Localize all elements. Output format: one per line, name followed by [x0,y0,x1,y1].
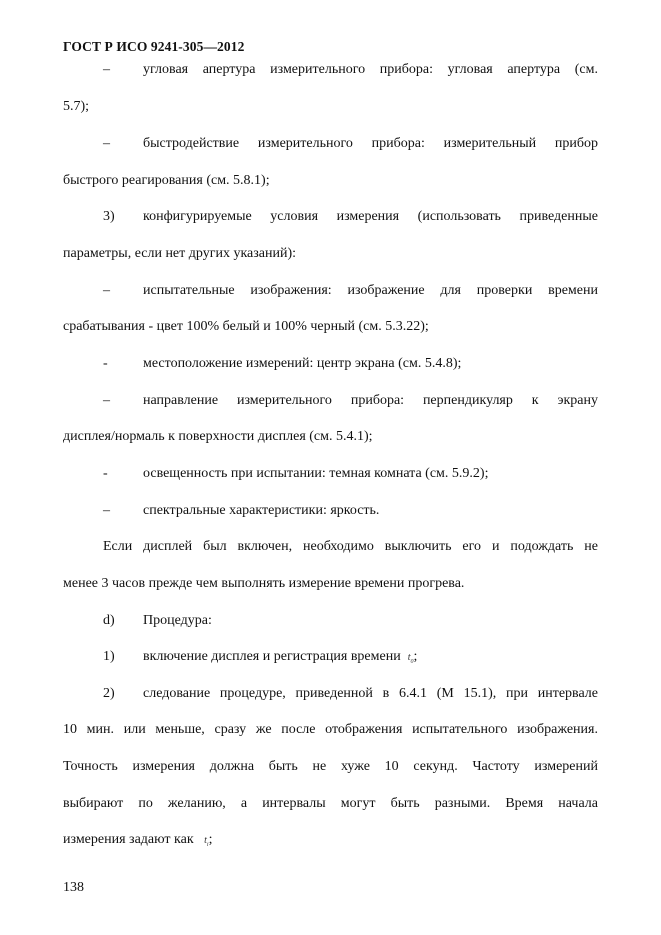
continuation-line: 10 мин. или меньше, сразу же после отображения испытательного изображения. [63,722,598,737]
item-marker: – [103,283,110,298]
continuation-line: Точность измерения должна быть не хуже 10 секунд. Частоту измерений [63,759,598,774]
symbol-tail: ; [208,832,213,847]
symbol-letter: t [407,652,411,663]
item-text [143,648,598,671]
symbol-subscript: i [206,842,209,848]
continuation-line: быстрого реагирования (см. 5.8.1); [63,173,270,188]
continuation-line [63,831,598,854]
item-text: Процедура: [143,613,212,628]
item-marker: – [103,393,110,408]
item-marker: d) [103,613,115,628]
item-marker: – [103,62,110,77]
item-marker: 3) [103,209,115,224]
symbol-letter: t [204,835,207,846]
item-text: спектральные характеристики: яркость. [143,503,380,518]
symbol-tail: ; [413,649,418,664]
item-marker: - [103,356,108,371]
item-text: направление измерительного прибора: перпендикуляр к экрану [143,393,598,408]
item-marker: – [103,136,110,151]
item-text: угловая апертура измерительного прибора: угловая апертура (см. [143,62,598,77]
item-marker: 1) [103,649,115,664]
item-marker: - [103,466,108,481]
continuation-line: параметры, если нет других указаний): [63,246,297,261]
item-text: испытательные изображения: изображение для проверки времени [143,283,598,298]
item-text: освещенность при испытании: темная комната (см. 5.9.2); [143,466,489,481]
item-text-main: включение дисплея и регистрация времени [143,649,401,664]
item-text: местоположение измерений: центр экрана (см. 5.4.8); [143,356,462,371]
continuation-line: дисплея/нормаль к поверхности дисплея (см. 5.4.1); [63,429,373,444]
continuation-line: выбирают по желанию, а интервалы могут быть разными. Время начала [63,796,598,811]
paragraph-first-line: Если дисплей был включен, необходимо выключить его и подождать не [103,539,598,554]
continuation-line: срабатывания - цвет 100% белый и 100% черный (см. 5.3.22); [63,319,429,334]
item-text: следование процедуре, приведенной в 6.4.1 (М 15.1), при интервале [143,686,598,701]
line-text: измерения задают как [63,832,194,847]
item-text: конфигурируемые условия измерения (использовать приведенные [143,209,598,224]
item-text: быстродействие измерительного прибора: измерительный прибор [143,136,598,151]
document-header: ГОСТ Р ИСО 9241-305—2012 [63,39,245,54]
symbol-subscript: 0 [410,659,414,665]
item-marker: – [103,503,110,518]
continuation-line: 5.7); [63,99,90,114]
continuation-line: менее 3 часов прежде чем выполнять измерение времени прогрева. [63,576,465,591]
item-marker: 2) [103,686,115,701]
page-number: 138 [63,880,84,895]
